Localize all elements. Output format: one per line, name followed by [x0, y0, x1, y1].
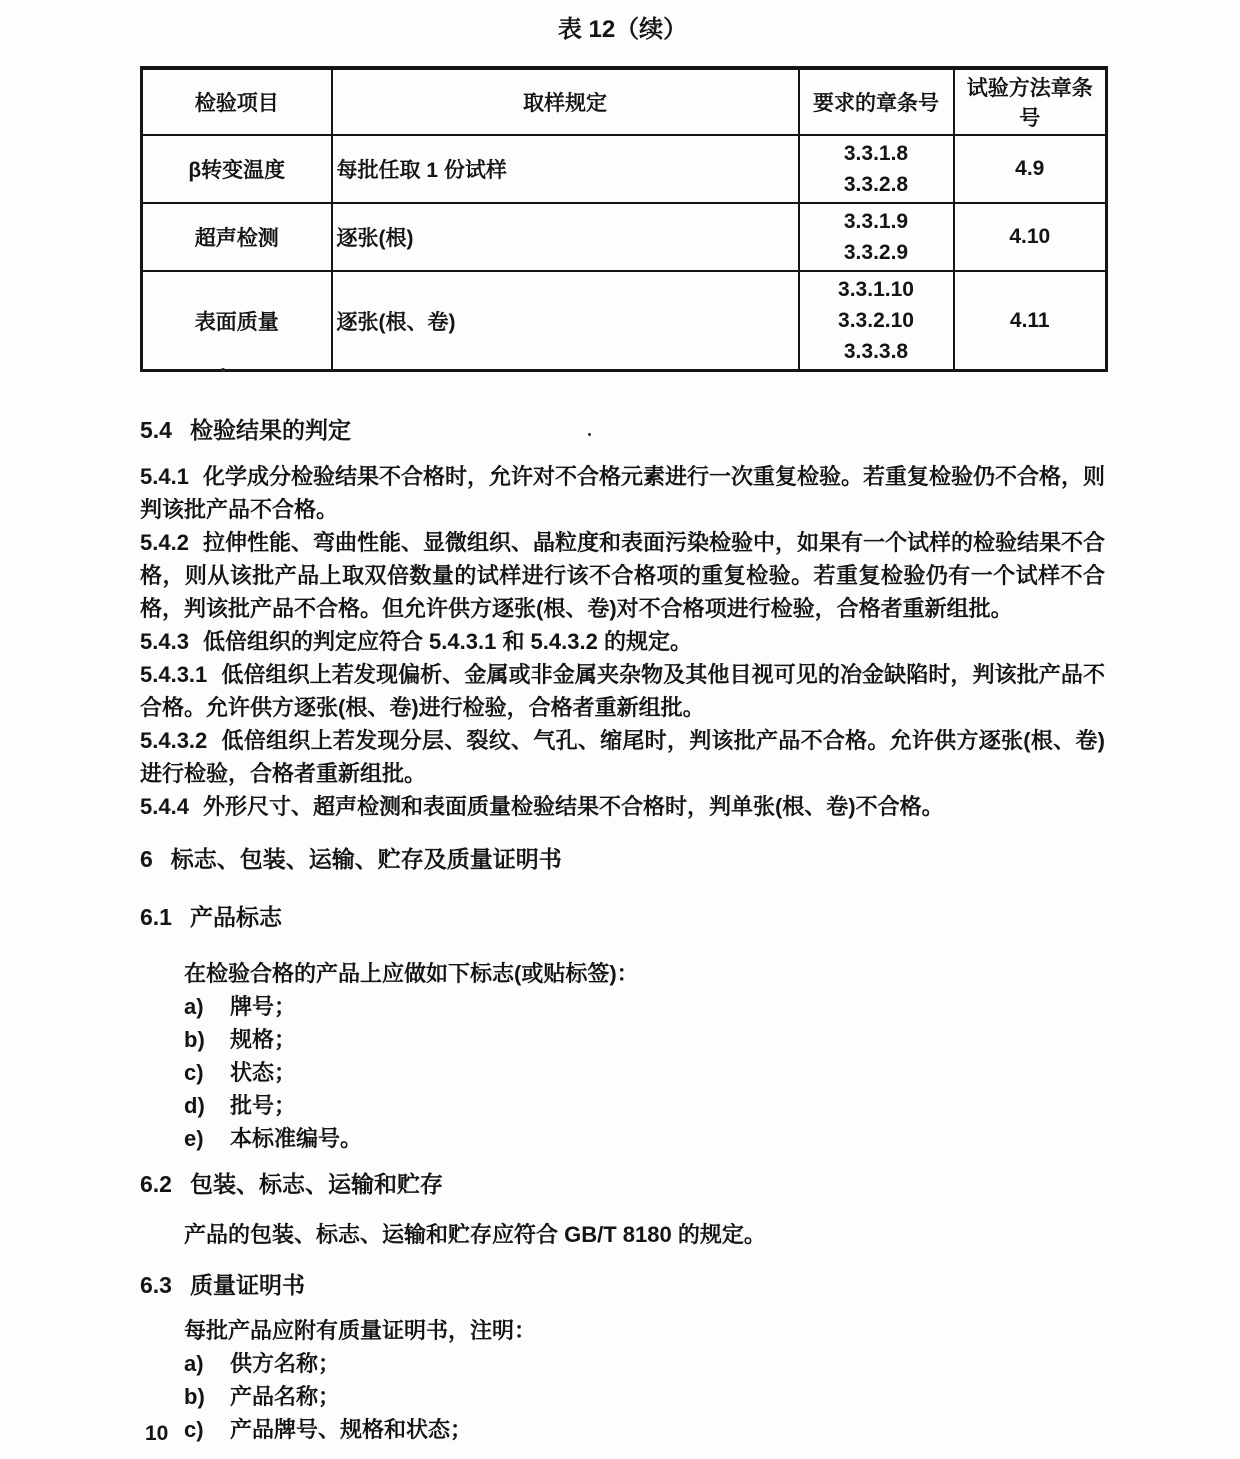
scan-artifact-dot — [588, 433, 591, 436]
section-heading-6 — [140, 845, 1105, 873]
list-item-text: 产品牌号、规格和状态； — [230, 1417, 473, 1442]
list-item-text: 产品名称； — [230, 1384, 341, 1409]
requirement-clause-line: 3.3.3.8 — [843, 340, 909, 363]
section-heading-5-4 — [140, 416, 1105, 444]
section-title: 质量证明书 — [189, 1272, 305, 1298]
page-number: 10 — [145, 1422, 169, 1445]
section-number: 6.2 — [140, 1171, 172, 1197]
clause-5-4-3-1 — [140, 658, 1105, 724]
column-header-item: 检验项目 — [142, 68, 332, 135]
section-title: 产品标志 — [189, 904, 282, 930]
section-title: 检验结果的判定 — [189, 417, 351, 443]
scan-artifact-dot — [221, 368, 225, 372]
section-heading-6-2 — [140, 1170, 1105, 1198]
table-row — [142, 135, 1107, 203]
clause-5-4-4 — [140, 790, 1105, 823]
table-caption: 表 12（续） — [557, 16, 688, 43]
clause-text: 化学成分检验结果不合格时，允许对不合格元素进行一次重复检验。若重复检验仍不合格，则判该批产品不合格。 — [140, 464, 1105, 522]
requirement-clause-line: 3.3.1.9 — [843, 210, 909, 233]
table-row — [142, 271, 1107, 371]
list-item-label: c) — [184, 1060, 204, 1085]
requirement-clause-line: 3.3.1.8 — [843, 142, 909, 165]
clause-number: 5.4.4 — [140, 794, 189, 819]
table-row — [142, 203, 1107, 271]
list-item — [140, 1380, 1105, 1413]
cell-test-method-clause: 4.11 — [954, 271, 1107, 371]
list-item — [140, 1347, 1105, 1380]
section-number: 6 — [140, 846, 153, 872]
list-item-text: 状态； — [230, 1060, 297, 1085]
clause-5-4-1 — [140, 460, 1105, 526]
cell-requirement-clause — [799, 203, 954, 271]
paragraph-6-2-body: 产品的包装、标志、运输和贮存应符合 GB/T 8180 的规定。 — [184, 1222, 766, 1247]
document-page — [0, 16, 1240, 1459]
column-header-sampling: 取样规定 — [332, 68, 799, 135]
list-item-text: 供方名称； — [230, 1351, 341, 1376]
list-item-text: 规格； — [230, 1027, 297, 1052]
clause-text: 外形尺寸、超声检测和表面质量检验结果不合格时，判单张(根、卷)不合格。 — [202, 794, 944, 819]
column-header-requirement-clause: 要求的章条号 — [799, 68, 954, 135]
cell-requirement-clause — [799, 271, 954, 371]
clause-text: 低倍组织上若发现偏析、金属或非金属夹杂物及其他目视可见的冶金缺陷时，判该批产品不合格。允许供方逐张(根、卷)进行检验，合格者重新组批。 — [140, 662, 1105, 720]
clause-number: 5.4.1 — [140, 464, 189, 489]
section-number: 6.3 — [140, 1272, 172, 1298]
list-item-label: c) — [184, 1417, 204, 1442]
clause-5-4-2 — [140, 526, 1105, 625]
list-item-label: a) — [184, 1351, 204, 1376]
section-heading-6-1 — [140, 903, 1105, 931]
cell-item: 超声检测 — [142, 203, 332, 271]
list-item — [140, 1023, 1105, 1056]
cell-requirement-clause — [799, 135, 954, 203]
table-header-row — [142, 68, 1107, 135]
list-item-text: 批号； — [230, 1093, 297, 1118]
inspection-table — [140, 66, 1108, 372]
requirement-clause-line: 3.3.1.10 — [838, 278, 914, 301]
cell-sampling: 逐张(根、卷) — [332, 271, 799, 371]
cell-sampling: 每批任取 1 份试样 — [332, 135, 799, 203]
section-number: 6.1 — [140, 904, 172, 930]
list-item-label: d) — [184, 1093, 205, 1118]
clause-5-4-3-2 — [140, 724, 1105, 790]
paragraph-6-3-intro: 每批产品应附有质量证明书，注明： — [184, 1318, 537, 1343]
section-number: 5.4 — [140, 417, 172, 443]
cell-item: 表面质量 — [142, 271, 332, 371]
clause-number: 5.4.3 — [140, 629, 189, 654]
cell-test-method-clause: 4.10 — [954, 203, 1107, 271]
cell-test-method-clause: 4.9 — [954, 135, 1107, 203]
list-item-text: 牌号； — [230, 994, 297, 1019]
clause-text: 拉伸性能、弯曲性能、显微组织、晶粒度和表面污染检验中，如果有一个试样的检验结果不合格，则从该批产品上取双倍数量的试样进行该不合格项的重复检验。若重复检验仍有一个试样不合格，判该批产品不合格。但允许供方逐张(根、卷)对不合格项进行检验，合格者重新组批。 — [140, 530, 1105, 621]
list-item-label: e) — [184, 1126, 204, 1151]
clause-number: 5.4.3.2 — [140, 728, 208, 753]
clause-5-4-3 — [140, 625, 1105, 658]
list-item — [140, 1089, 1105, 1122]
list-item — [140, 990, 1105, 1023]
section-title: 标志、包装、运输、贮存及质量证明书 — [170, 846, 562, 872]
cell-item: β转变温度 — [142, 135, 332, 203]
requirement-clause-line: 3.3.2.9 — [843, 241, 909, 264]
list-item-label: a) — [184, 994, 204, 1019]
list-item — [140, 1413, 1105, 1446]
marking-item-list — [140, 990, 1105, 1155]
list-item — [140, 1056, 1105, 1089]
list-item-text: 本标准编号。 — [230, 1126, 363, 1151]
requirement-clause-line: 3.3.2.8 — [843, 173, 909, 196]
certificate-item-list — [140, 1347, 1105, 1446]
section-heading-6-3 — [140, 1271, 1105, 1299]
list-item-label: b) — [184, 1384, 205, 1409]
section-title: 包装、标志、运输和贮存 — [189, 1171, 443, 1197]
requirement-clause-line: 3.3.2.10 — [838, 309, 914, 332]
paragraph-6-1-intro: 在检验合格的产品上应做如下标志(或贴标签)： — [184, 961, 639, 986]
clause-number: 5.4.2 — [140, 530, 189, 555]
clause-text: 低倍组织的判定应符合 5.4.3.1 和 5.4.3.2 的规定。 — [202, 629, 692, 654]
list-item — [140, 1122, 1105, 1155]
list-item-label: b) — [184, 1027, 205, 1052]
column-header-test-method-clause: 试验方法章条号 — [954, 68, 1107, 135]
clause-text: 低倍组织上若发现分层、裂纹、气孔、缩尾时，判该批产品不合格。允许供方逐张(根、卷)进行检验，合格者重新组批。 — [140, 728, 1105, 786]
cell-sampling: 逐张(根) — [332, 203, 799, 271]
clause-number: 5.4.3.1 — [140, 662, 208, 687]
